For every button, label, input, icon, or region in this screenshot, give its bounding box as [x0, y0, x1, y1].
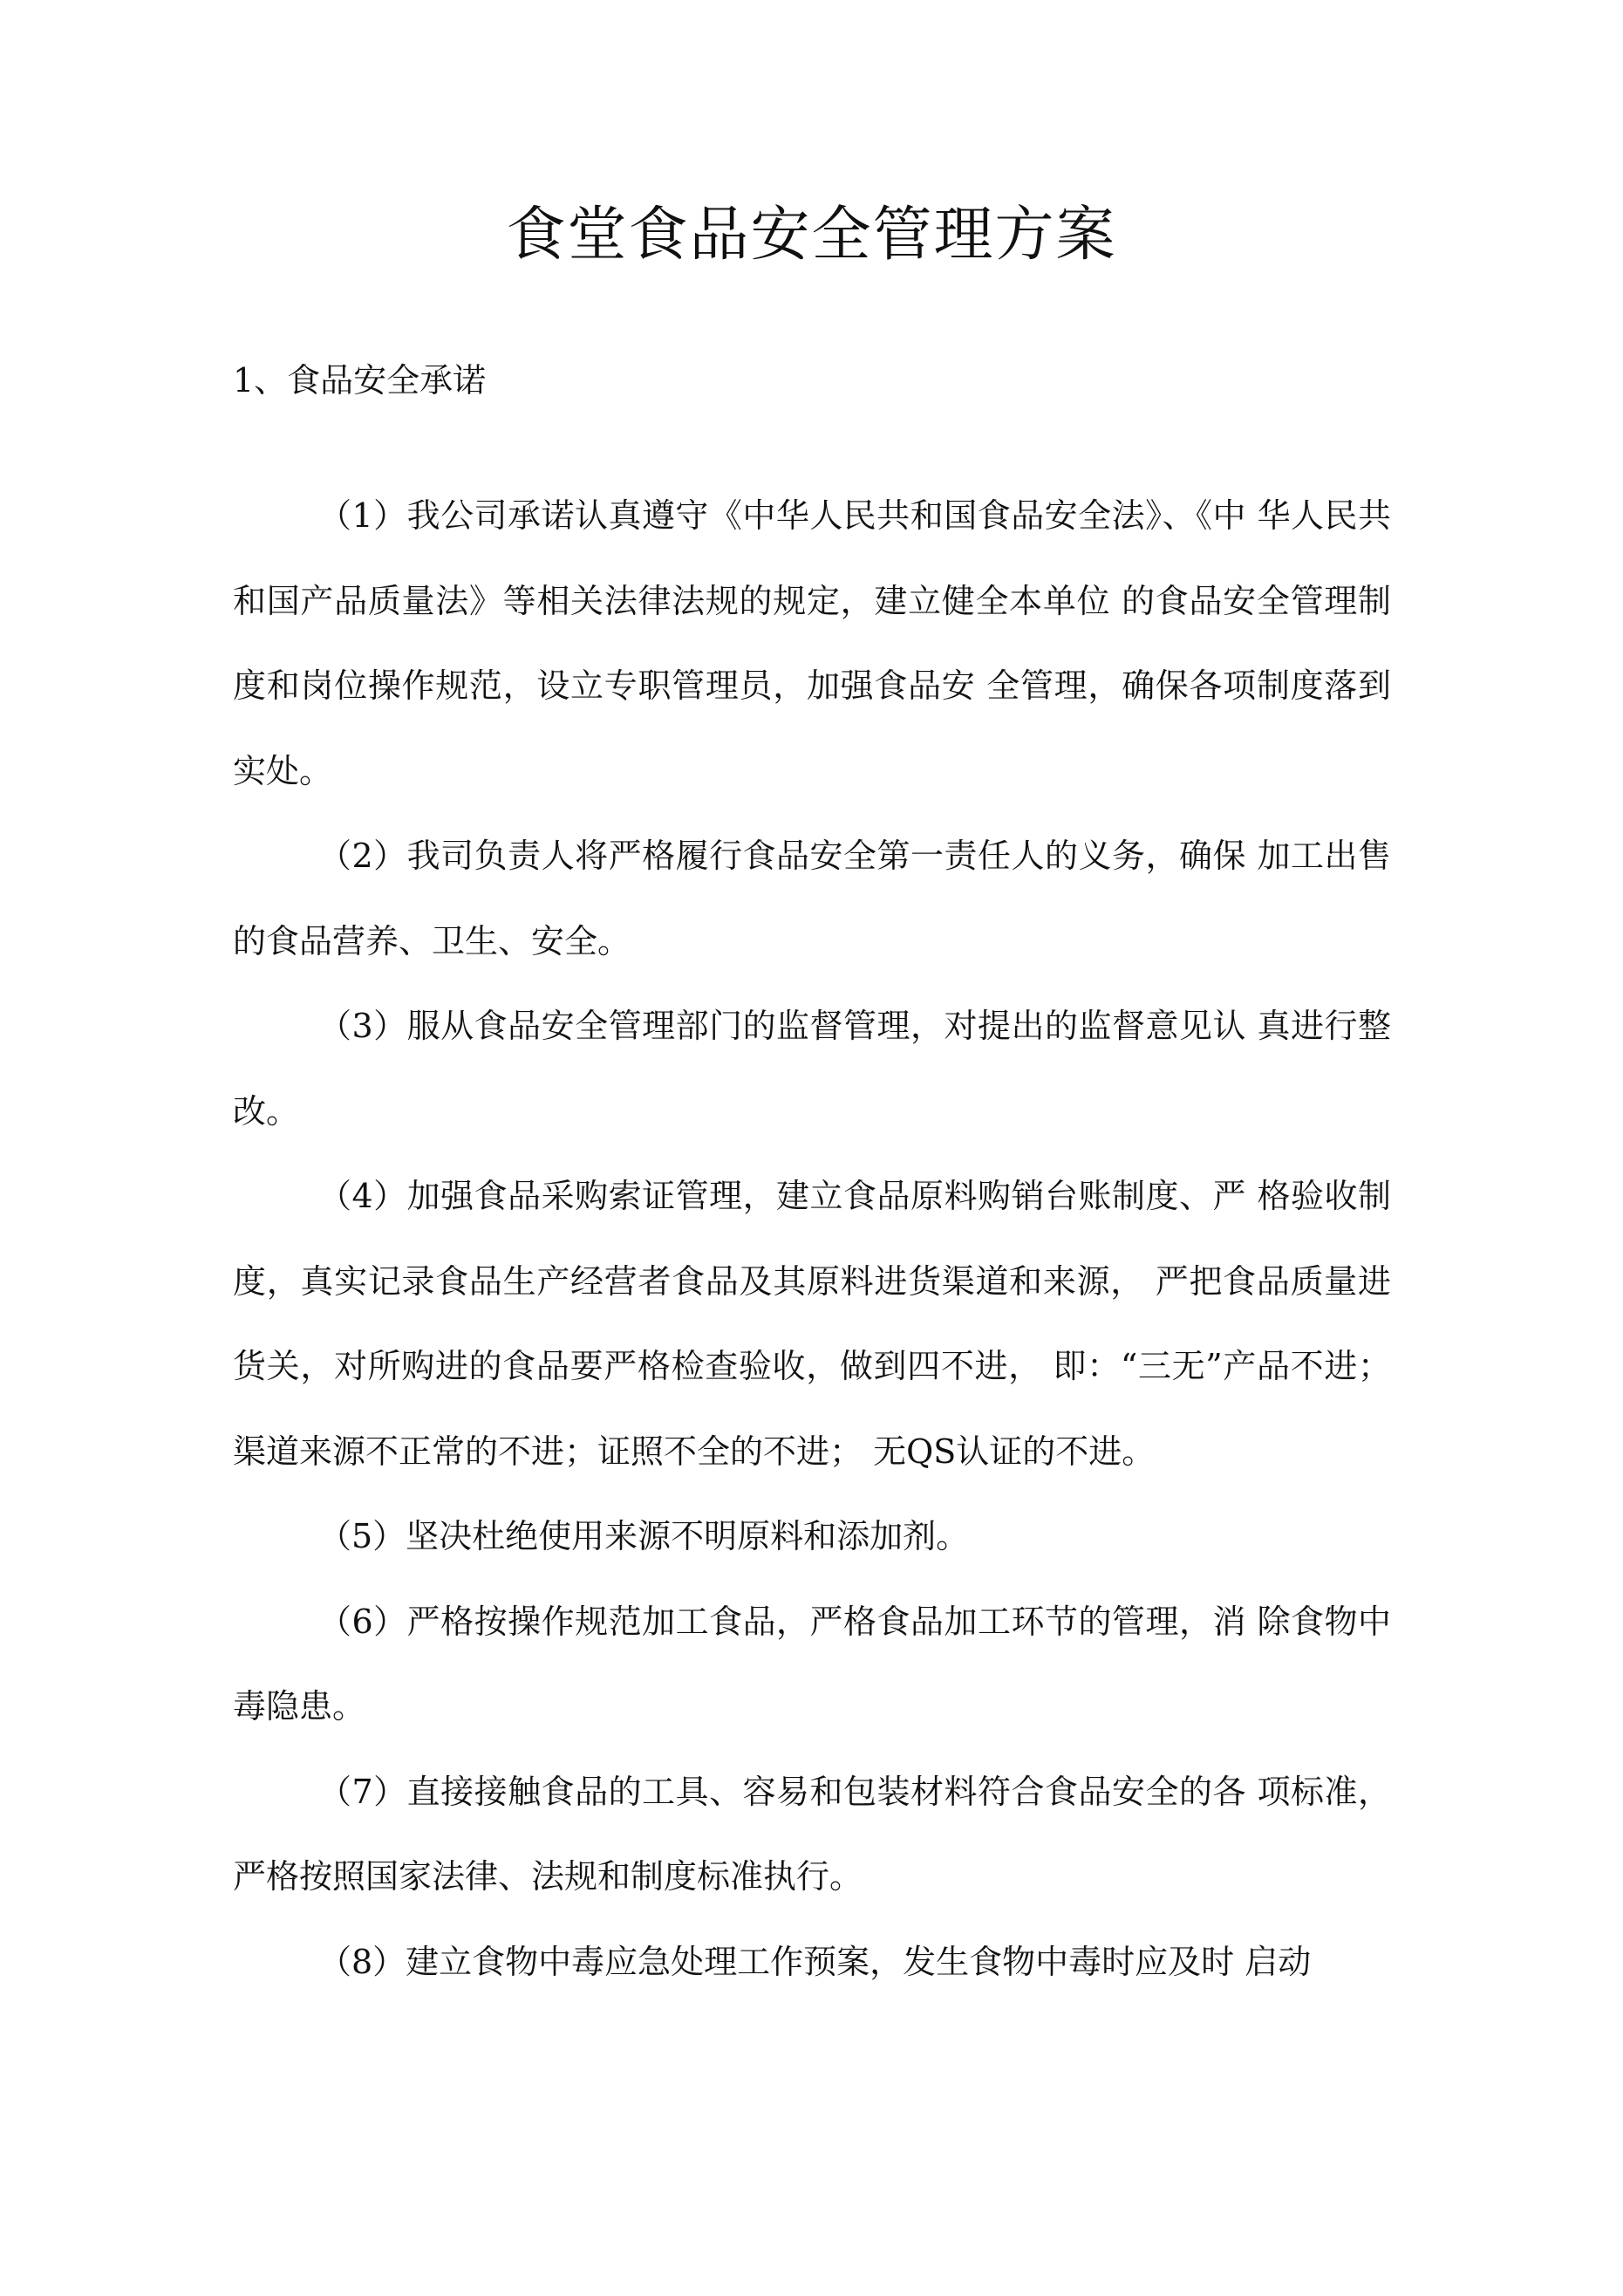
paragraph-4: （4）加强食品采购索证管理，建立食品原料购销台账制度、严 格验收制度，真实记录食品生产经营者食品及其原料进货渠道和来源， 严把食品质量进货关，对所购进的食品要严格检查验收，做到四不进， 即：“三无”产品不进；渠道来源不正常的不进；证照不全的不进； 无QS认证的不进。 [233, 1177, 1391, 1471]
section-heading: 1、食品安全承诺 [233, 361, 487, 400]
paragraph-7: （7）直接接触食品的工具、容易和包装材料符合食品安全的各 项标准，严格按照国家法律、法规和制度标准执行。 [233, 1772, 1391, 1896]
paragraph-6: （6）严格按操作规范加工食品，严格食品加工环节的管理，消 除食物中毒隐患。 [233, 1602, 1391, 1725]
paragraph-8: （8）建立食物中毒应急处理工作预案，发生食物中毒时应及时 启动 [318, 1942, 1312, 1981]
document-title: 食堂食品安全管理方案 [506, 201, 1117, 270]
paragraph-3: （3）服从食品安全管理部门的监督管理，对提出的监督意见认 真进行整改。 [233, 1007, 1391, 1131]
document-body [233, 474, 1391, 2005]
paragraph-2: （2）我司负责人将严格履行食品安全第一责任人的义务，确保 加工出售的食品营养、卫生、安全。 [233, 837, 1391, 960]
paragraph-1: （1）我公司承诺认真遵守《中华人民共和国食品安全法》、《中 华人民共和国产品质量法》等相关法律法规的规定，建立健全本单位 的食品安全管理制度和岗位操作规范，设立专职管理员，加强食品安 全管理，确保各项制度落到实处。 [233, 496, 1391, 790]
paragraph-5: （5）坚决杜绝使用来源不明原料和添加剂。 [318, 1517, 970, 1555]
